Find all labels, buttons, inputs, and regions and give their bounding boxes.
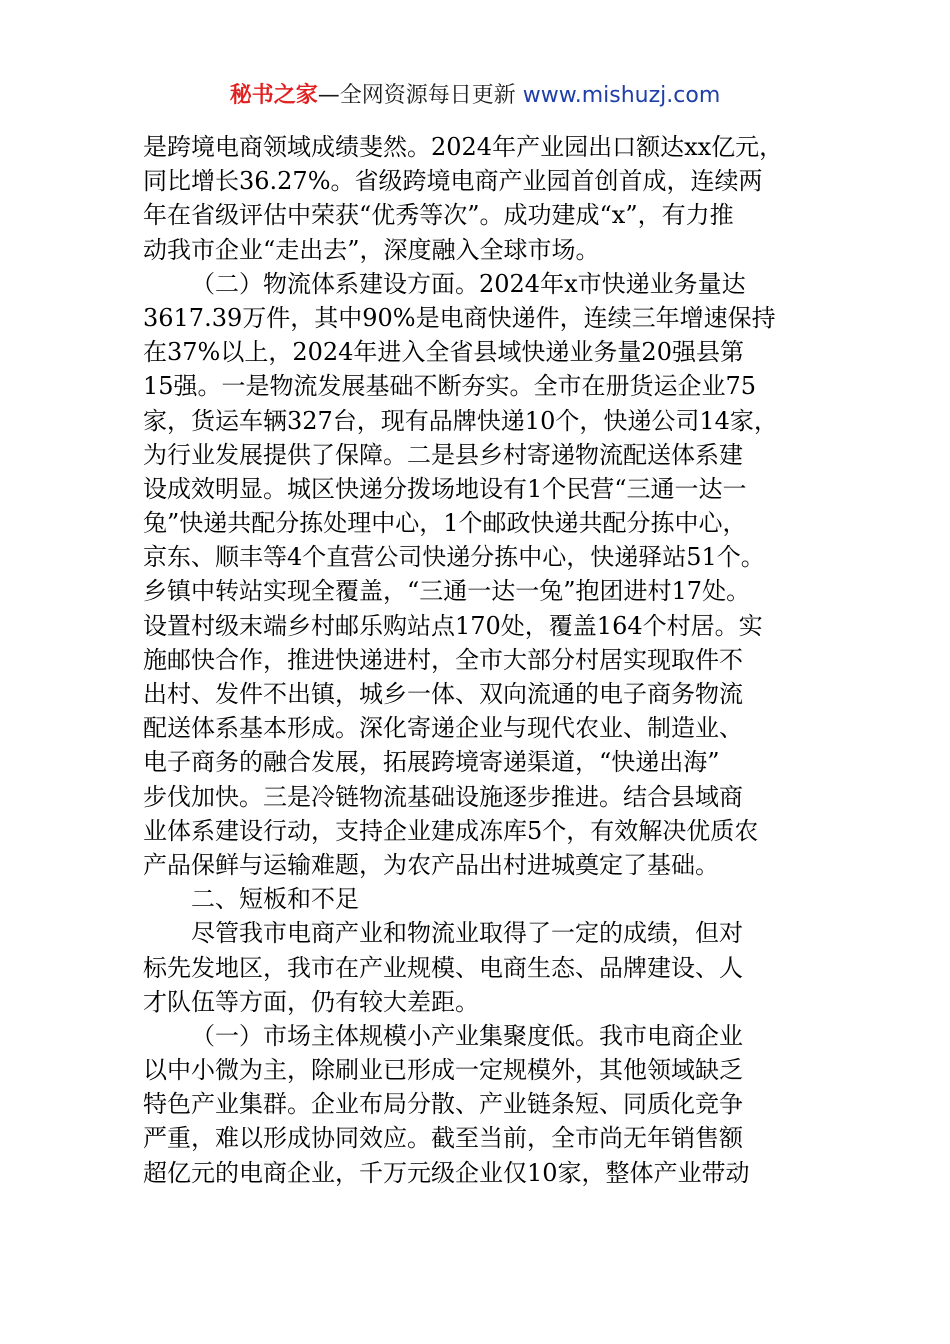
text-line: 超亿元的电商企业，千万元级企业仅10家，整体产业带动 — [143, 1158, 750, 1187]
text-line: 产品保鲜与运输难题，为农产品出村进城奠定了基础。 — [143, 850, 719, 879]
text-line: 才队伍等方面，仍有较大差距。 — [143, 987, 479, 1016]
paragraph-first-line: （一）市场主体规模小产业集聚度低。我市电商企业 — [191, 1021, 743, 1050]
text-line: 兔”快递共配分拣处理中心，1个邮政快递共配分拣中心， — [143, 509, 747, 538]
text-line: 设成效明显。城区快递分拨场地设有1个民营“三通一达一 — [143, 474, 747, 503]
text-line: 为行业发展提供了保障。二是县乡村寄递物流配送体系建 — [143, 440, 743, 469]
paragraph-first-line: （二）物流体系建设方面。2024年x市快递业务量达 — [191, 269, 746, 298]
text-line: 步伐加快。三是冷链物流基础设施逐步推进。结合县域商 — [143, 782, 743, 811]
document-body — [143, 130, 823, 1190]
text-line: 是跨境电商领域成绩斐然。2024年产业园出口额达xx亿元， — [143, 133, 784, 161]
text-line: 年在省级评估中荣获“优秀等次”。成功建成“x”，有力推 — [143, 201, 734, 230]
text-line: 京东、顺丰等4个直营公司快递分拣中心，快递驿站51个。 — [143, 543, 765, 572]
text-line: 乡镇中转站实现全覆盖，“三通一达一兔”抱团进村17处。 — [143, 577, 751, 606]
text-line: 标先发地区，我市在产业规模、电商生态、品牌建设、人 — [143, 953, 743, 982]
text-line: 电子商务的融合发展，拓展跨境寄递渠道，“快递出海” — [143, 748, 720, 777]
text-line: 施邮快合作，推进快递进村，全市大部分村居实现取件不 — [143, 645, 743, 674]
site-header — [0, 80, 950, 112]
site-brand: 秘书之家 — [229, 83, 318, 108]
text-line: 设置村级末端乡村邮乐购站点170处，覆盖164个村居。实 — [143, 611, 763, 640]
text-line: 出村、发件不出镇，城乡一体、双向流通的电子商务物流 — [143, 680, 743, 708]
site-url-link[interactable]: www.mishuzj.com — [522, 83, 721, 108]
text-line: 严重，难以形成协同效应。截至当前，全市尚无年销售额 — [143, 1124, 743, 1153]
text-line: 动我市企业“走出去”，深度融入全球市场。 — [143, 235, 600, 264]
text-line: 在37%以上，2024年进入全省县域快递业务量20强县第 — [143, 338, 744, 367]
text-line: 15强。一是物流发展基础不断夯实。全市在册货运企业75 — [143, 372, 757, 401]
text-line: 以中小微为主，除刷业已形成一定规模外，其他领域缺乏 — [143, 1056, 743, 1085]
text-line: 配送体系基本形成。深化寄递企业与现代农业、制造业、 — [143, 714, 743, 743]
text-line: 家，货运车辆327台，现有品牌快递10个，快递公司14家， — [143, 406, 778, 435]
text-line: 同比增长36.27%。省级跨境电商产业园首创首成，连续两 — [143, 167, 763, 196]
site-tagline: —全网资源每日更新 — [317, 83, 516, 108]
text-line: 3617.39万件，其中90%是电商快递件，连续三年增速保持 — [143, 303, 776, 332]
paragraph-first-line: 尽管我市电商产业和物流业取得了一定的成绩，但对 — [191, 919, 743, 948]
text-line: 业体系建设行动，支持企业建成冻库5个，有效解决优质农 — [143, 816, 759, 845]
text-line: 特色产业集群。企业布局分散、产业链条短、同质化竞争 — [143, 1090, 743, 1119]
section-heading: 二、短板和不足 — [191, 885, 359, 914]
